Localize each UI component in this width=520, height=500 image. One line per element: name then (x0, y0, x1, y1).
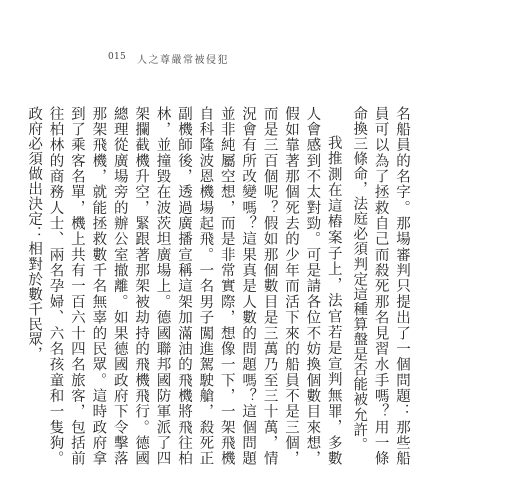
vertical-body-text (23, 106, 412, 466)
page-header (0, 0, 520, 70)
page-number: 015 (108, 52, 127, 62)
paragraph-1: 名船員的名字。那場審判只提出了一個問題：那些船員可以為了拯救自己而殺死那名見習水手嗎？用一條命換三條命，法庭必須判定這種算盤是否能被允許。 (351, 106, 410, 466)
paragraph-2: 我推測在這樁案子上，法官若是宣判無罪，多數人會感到不太對勁。可是請各位不妨換個數目來想，假如靠著那個死去的少年而活下來的船員不是三個，而是三百個呢？假如那個數目是三萬乃至三十萬，情況會有所改變嗎？這果真是人數的問題嗎？這個問題並非純屬空想，而是非常實際，想像一下，一架飛機自科隆波恩機場起飛。一名男子闖進駕駛艙，殺死正副機師後，透過廣播宣稱這架加滿油的飛機將飛往柏林，並撞毀在波茨坦廣場上。德國聯邦國防軍派了四架攔截機升空，緊跟著那架被劫持的飛機飛行。德國總理從廣場旁的辦公室撤離。如果德國政府下令擊落那架飛機，就能拯救數千名無辜的民眾。這時政府拿到了乘客名單，機上共有一百六十四名旅客，包括前往柏林的商務人士、兩名孕婦、六名孩童和一隻狗。政府必須做出決定：相對於數千民眾， (26, 106, 342, 466)
running-title: 人之尊嚴常被侵犯 (137, 55, 229, 66)
